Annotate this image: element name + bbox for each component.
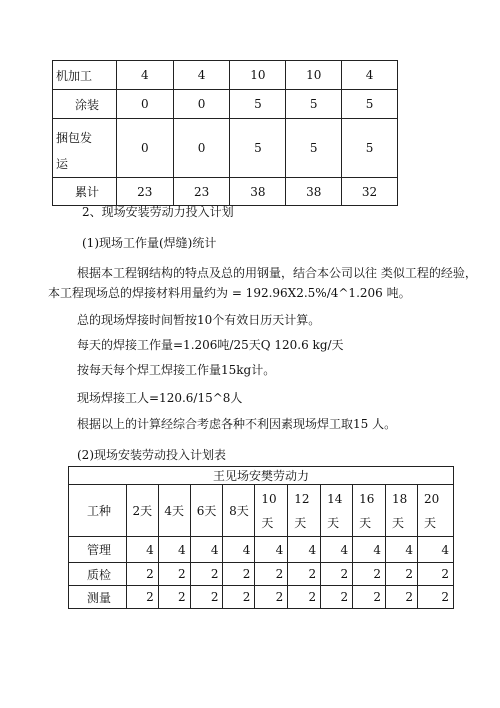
table-cell: 4 (288, 537, 321, 563)
table-cell: 2 (386, 563, 418, 586)
table-row (69, 586, 454, 609)
subsection-heading: (2)现场安装劳动投入计划表 (77, 448, 226, 462)
table-cell: 2 (255, 586, 288, 609)
day-number: 10 (261, 491, 277, 506)
table-cell: 32 (342, 178, 398, 206)
day-unit: 天 (236, 504, 249, 518)
day-unit: 天 (261, 515, 274, 530)
paragraph: 总的现场焊接时间暂按10个有效日历天计算。 (77, 313, 321, 327)
day-header (223, 485, 255, 537)
table-cell: 5 (230, 119, 286, 178)
day-number: 8 (229, 504, 237, 518)
day-number: 18 (392, 491, 408, 506)
paragraph: 现场焊接工人=120.6/15^8人 (77, 391, 243, 405)
row-label: 管理 (69, 537, 127, 563)
table-cell: 2 (353, 563, 386, 586)
table-cell: 2 (223, 586, 255, 609)
table-cell: 10 (230, 61, 286, 90)
table-cell: 2 (321, 586, 353, 609)
table-header-row (69, 485, 454, 537)
row-label: 机加工 (53, 61, 117, 90)
day-header (288, 485, 321, 537)
table-cell: 5 (342, 119, 398, 178)
table-row (53, 119, 398, 178)
row-label: 测量 (69, 586, 127, 609)
row-label: 涂装 (53, 90, 117, 119)
table-cell: 0 (116, 119, 173, 178)
table-cell: 4 (126, 537, 158, 563)
table-cell: 2 (223, 563, 255, 586)
table-cell: 2 (158, 586, 190, 609)
day-header (158, 485, 190, 537)
day-number: 6 (196, 504, 205, 518)
table-cell: 2 (158, 563, 190, 586)
table-cell: 4 (255, 537, 288, 563)
table-cell: 2 (353, 586, 386, 609)
table-cell: 2 (126, 586, 158, 609)
section-heading: 2、现场安装劳动力投入计划 (82, 205, 234, 219)
table-cell: 4 (417, 537, 453, 563)
column-header: 工种 (69, 485, 127, 537)
table-cell: 2 (288, 563, 321, 586)
day-header (353, 485, 386, 537)
table-cell: 0 (173, 119, 230, 178)
day-unit: 天 (359, 515, 372, 530)
row-label: 质检 (69, 563, 127, 586)
day-unit: 天 (140, 504, 153, 518)
day-number: 2 (132, 504, 141, 518)
day-number: 16 (359, 491, 375, 506)
day-unit: 天 (392, 515, 405, 530)
table-cell: 2 (190, 586, 223, 609)
table-cell: 38 (230, 178, 286, 206)
row-label (53, 119, 117, 178)
table-row (69, 467, 454, 485)
subsection-heading: (1)现场工作量(焊缝)统计 (82, 236, 217, 250)
paragraph: 根据以上的计算经综合考虑各种不利因素现场焊工取15 人。 (77, 417, 397, 431)
table-row (53, 178, 398, 206)
table-cell: 4 (353, 537, 386, 563)
table-cell: 23 (116, 178, 173, 206)
table-cell: 5 (342, 90, 398, 119)
table-cell: 2 (255, 563, 288, 586)
day-number: 4 (164, 504, 172, 518)
day-unit: 天 (204, 504, 217, 518)
day-header (126, 485, 158, 537)
day-header (321, 485, 353, 537)
table-cell: 4 (342, 61, 398, 90)
table-cell: 23 (173, 178, 230, 206)
table-cell: 2 (321, 563, 353, 586)
row-label-line: 捆包发 (56, 131, 93, 145)
day-number: 12 (294, 491, 310, 506)
table-row (69, 537, 454, 563)
table-cell: 4 (321, 537, 353, 563)
day-unit: 天 (294, 515, 307, 530)
table-cell: 2 (126, 563, 158, 586)
table-cell: 4 (223, 537, 255, 563)
table-row (53, 61, 398, 90)
table-cell: 2 (386, 586, 418, 609)
paragraph: 每天的焊接工作量=1.206吨/25天Q 120.6 kg/天 (77, 338, 344, 352)
table-cell: 4 (173, 61, 230, 90)
table-cell: 5 (286, 119, 342, 178)
paragraph: 本工程现场总的焊接材料用量约为 = 192.96X2.5%/4^1.206 吨。 (48, 286, 411, 300)
day-header (255, 485, 288, 537)
day-header (190, 485, 223, 537)
table-cell: 2 (417, 586, 453, 609)
table-cell: 2 (190, 563, 223, 586)
day-unit: 天 (327, 515, 340, 530)
table-cell: 4 (386, 537, 418, 563)
day-number: 20 (423, 491, 440, 506)
day-number: 14 (327, 491, 343, 506)
day-unit: 天 (171, 504, 184, 518)
paragraph: 按每天每个焊工焊接工作量15kg计。 (77, 363, 276, 377)
day-header (386, 485, 418, 537)
table-cell: 0 (173, 90, 230, 119)
row-label-line: 运 (56, 157, 69, 171)
paragraph: 根据本工程钢结构的特点及总的用钢量，结合本公司以往 类似工程的经验， (77, 266, 477, 280)
table-cell: 38 (286, 178, 342, 206)
table-cell: 4 (116, 61, 173, 90)
table-row (69, 563, 454, 586)
table-cell: 5 (286, 90, 342, 119)
day-header (417, 485, 453, 537)
table-title: 王见场安樊劳动力 (69, 467, 454, 485)
table-cell: 10 (286, 61, 342, 90)
fabrication-labor-table (52, 60, 398, 206)
table-cell: 4 (190, 537, 223, 563)
row-label: 累计 (53, 178, 117, 206)
table-cell: 4 (158, 537, 190, 563)
onsite-labor-plan-table (68, 466, 454, 609)
table-cell: 2 (417, 563, 453, 586)
table-cell: 0 (116, 90, 173, 119)
table-cell: 5 (230, 90, 286, 119)
day-unit: 天 (423, 515, 436, 530)
table-cell: 2 (288, 586, 321, 609)
table-row (53, 90, 398, 119)
